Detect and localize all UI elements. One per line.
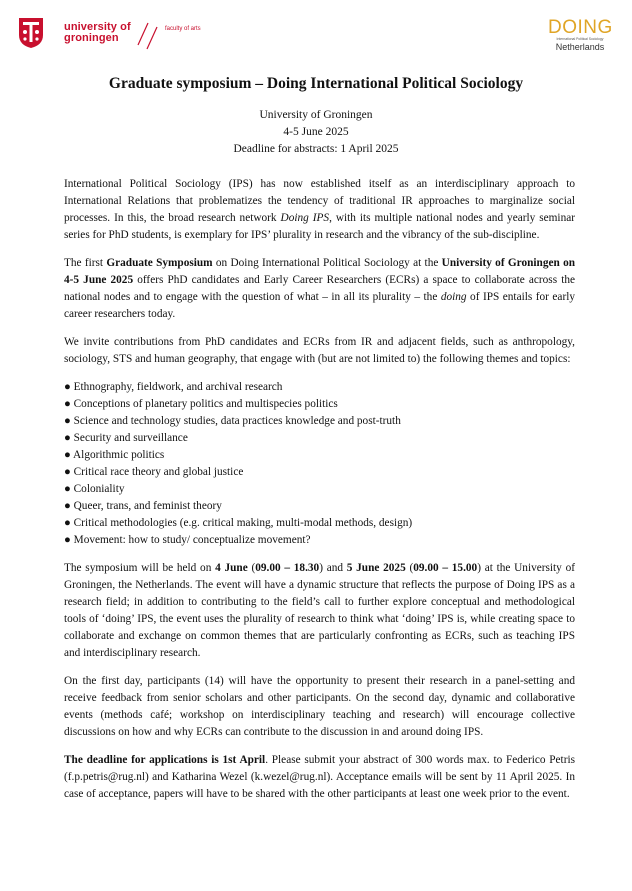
schedule-paragraph: The symposium will be held on 4 June (09.00 – 18.30) and 5 June 2025 (09.00 – 15.00) at the University of Groningen, the Netherlands. The event will have a dynamic structure that reflects the purpose of Doing IPS as a research field; in addition to contributing to the field’s call to further explore conceptual and methodological tools of ‘doing’ IPS, the event uses the plurality of research to think what ‘doing’ IPS is, while creating space to collaborate and exchange on common themes that are particularly confronting as ECRs, such as teaching IPS and interdisciplinary research. [64, 562, 575, 659]
list-item: ● Science and technology studies, data practices knowledge and post-truth [64, 415, 401, 427]
program-paragraph: On the first day, participants (14) will have the opportunity to present their research in a panel-setting and receive feedback from senior scholars and other participants. On the second day, dynamic and collaborative events (methods café; workshop on interdisciplinary teaching and research) will encourage collective discussions on how and why ECRs can contribute to the discussion in and around doing IPS. [64, 675, 575, 738]
list-item: ● Movement: how to study/ conceptualize movement? [64, 534, 311, 546]
doing-logo-word: DOING [548, 17, 613, 38]
list-item: ● Queer, trans, and feminist theory [64, 500, 222, 512]
faculty-name: faculty of arts [165, 26, 201, 32]
doing-ips-logo [548, 18, 612, 52]
university-line1: university of [64, 21, 131, 33]
topics-list [64, 379, 575, 549]
list-item: ● Ethnography, fieldwork, and archival research [64, 381, 283, 393]
doing-logo-subtitle: International Political Sociology [556, 37, 604, 41]
document-title: Graduate symposium – Doing International Political Sociology [108, 75, 524, 92]
invitation-paragraph: We invite contributions from PhD candidates and ECRs from IR and adjacent fields, such as anthropology, sociology, STS and human geography, that engage with (but are not limited to) the following themes and topics: [64, 336, 575, 365]
intro-paragraph: International Political Sociology (IPS) has now established itself as an interdisciplinary approach to International Relations that problematizes the tendency of traditional IR approaches to marginalize social processes. In this, the broad research network Doing IPS, with its multiple national nodes and yearly seminar series for PhD students, is exemplary for IPS’ plurality in research and the vibrancy of the sub-discipline. [64, 178, 575, 241]
symposium-paragraph: The first Graduate Symposium on Doing International Political Sociology at the University of Groningen on 4-5 June 2025 offers PhD candidates and Early Career Researchers (ECRs) a space to collaborate across the national nodes and to engage with the question of what – in all its plurality – the doing of IPS entails for early career researchers today. [64, 257, 575, 320]
list-item: ● Algorithmic politics [64, 449, 165, 461]
event-dates: 4-5 June 2025 [283, 126, 349, 138]
event-venue: University of Groningen [259, 109, 373, 121]
divider-slash-icon [145, 26, 159, 50]
document-body [64, 176, 575, 814]
abstract-deadline: Deadline for abstracts: 1 April 2025 [233, 143, 399, 155]
list-item: ● Security and surveillance [64, 432, 188, 444]
list-item: ● Critical race theory and global justice [64, 466, 244, 478]
university-line2: groningen [64, 32, 119, 44]
university-crest-logo [18, 17, 44, 49]
application-paragraph: The deadline for applications is 1st April. Please submit your abstract of 300 words max. to Federico Petris (f.p.petris@rug.nl) and Katharina Wezel (k.wezel@rug.nl). Acceptance emails will be sent by 11 April 2025. In case of acceptance, papers will have to be shared with the other participants at least one week prior to the event. [64, 754, 575, 800]
list-item: ● Conceptions of planetary politics and multispecies politics [64, 398, 338, 410]
list-item: ● Coloniality [64, 483, 125, 495]
event-meta [0, 107, 632, 158]
university-name [64, 22, 131, 44]
list-item: ● Critical methodologies (e.g. critical making, multi-modal methods, design) [64, 517, 413, 529]
doing-logo-country: Netherlands [555, 42, 605, 52]
letterhead [0, 0, 632, 70]
